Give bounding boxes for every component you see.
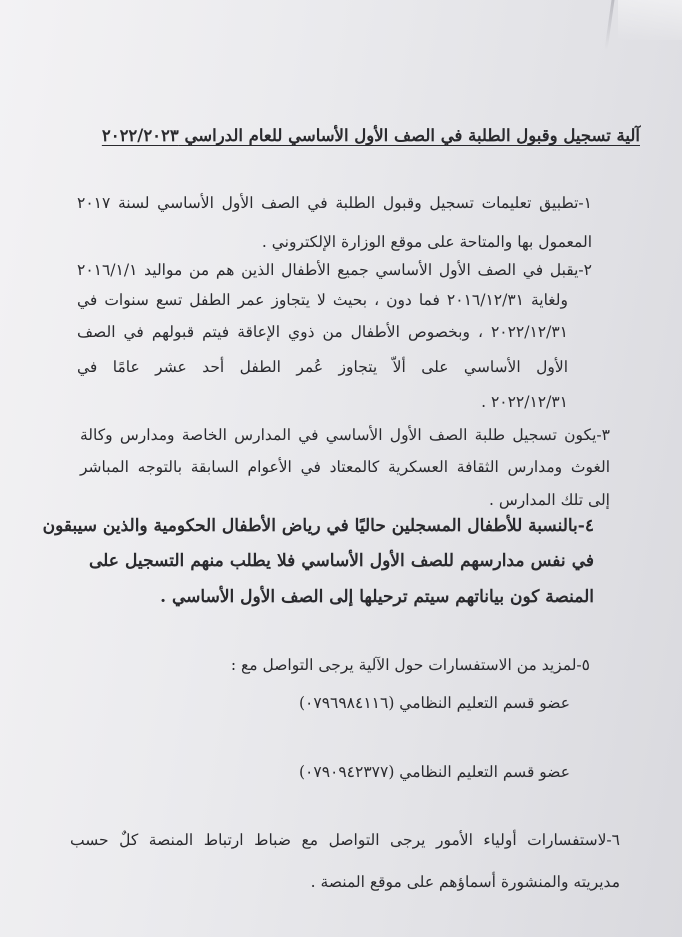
item-5-heading: ٥-لمزيد من الاستفسارات حول الآلية يرجى التواصل مع : <box>230 656 590 674</box>
paper-highlight <box>618 0 682 40</box>
item-3-line-1: ٣-يكون تسجيل طلبة الصف الأول الأساسي في المدارس الخاصة ومدارس وكالة <box>80 426 610 444</box>
item-6-line-2: مديريته والمنشورة أسماؤهم على موقع المنصة . <box>310 873 620 891</box>
document-title: آلية تسجيل وقبول الطلبة في الصف الأول الأساسي للعام الدراسي ٢٠٢٢/٢٠٢٣ <box>101 126 640 145</box>
item-3-line-2: الغوث ومدارس الثقافة العسكرية كالمعتاد في الأعوام السابقة بالتوجه المباشر <box>80 458 610 476</box>
item-1-line-1: ١-تطبيق تعليمات تسجيل وقبول الطلبة في الصف الأول الأساسي لسنة ٢٠١٧ <box>77 194 592 212</box>
item-6-line-1: ٦-لاستفسارات أولياء الأمور يرجى التواصل مع ضباط ارتباط المنصة كلٌ حسب <box>70 831 620 849</box>
item-4-line-2: في نفس مدارسهم للصف الأول الأساسي فلا يطلب منهم التسجيل على <box>89 551 594 571</box>
item-2-line-1: ٢-يقبل في الصف الأول الأساسي جميع الأطفال الذين هم من مواليد ٢٠١٦/١/١ <box>77 261 592 279</box>
item-4-line-3: المنصة كون بياناتهم سيتم ترحيلها إلى الصف الأول الأساسي . <box>160 587 594 607</box>
paper-fold <box>604 0 614 50</box>
item-3-line-3: إلى تلك المدارس . <box>488 491 610 509</box>
item-5-contact-1: عضو قسم التعليم النظامي (٠٧٩٦٩٨٤١١٦) <box>298 694 570 712</box>
item-2-line-3: ٢٠٢٢/١٢/٣١ ، وبخصوص الأطفال من ذوي الإعاقة فيتم قبولهم في الصف <box>77 323 568 341</box>
item-2-line-5: ٢٠٢٢/١٢/٣١ . <box>481 393 568 411</box>
item-1-line-2: المعمول بها والمتاحة على موقع الوزارة الإلكتروني . <box>261 233 592 251</box>
item-5-contact-2: عضو قسم التعليم النظامي (٠٧٩٠٩٤٢٣٧٧) <box>298 763 570 781</box>
item-2-line-2: ولغاية ٢٠١٦/١٢/٣١ فما دون ، بحيث لا يتجاوز عمر الطفل تسع سنوات في <box>77 291 568 309</box>
item-2-line-4: الأول الأساسي على ألاّ يتجاوز عُمر الطفل أحد عشر عامًا في <box>77 358 568 376</box>
item-4-line-1: ٤-بالنسبة للأطفال المسجلين حاليًا في رياض الأطفال الحكومية والذين سيبقون <box>42 516 594 536</box>
